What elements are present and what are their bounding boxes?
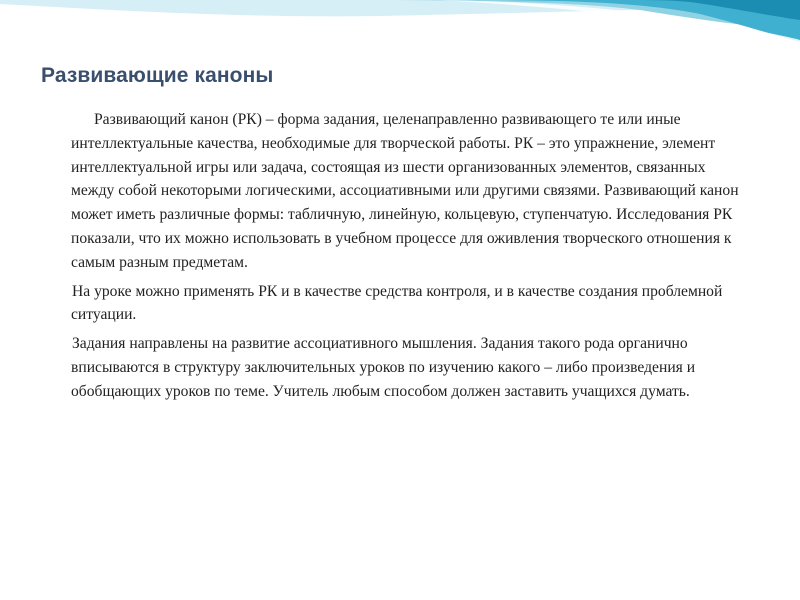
slide-body bbox=[71, 108, 743, 409]
paragraph-tasks: Задания направлены на развитие ассоциативного мышления. Задания такого рода органично вписываются в структуру заключительных уроков по изучению какого – либо произведения и обобщающих уроков по теме. Учитель любым способом должен заставить учащихся думать. bbox=[71, 335, 696, 400]
slide-title: Развивающие каноны bbox=[41, 64, 274, 87]
paragraph-definition: Развивающий канон (РК) – форма задания, целенаправленно развивающего те или иные интеллектуальные качества, необходимые для творческой работы. РК – это упражнение, элемент интеллектуальной игры или задача, состоящая из шести организованных элементов, связанных между собой некоторыми логическими, ассоциативными или другими связями. Развивающий канон может иметь различные формы: табличную, линейную, кольцевую, ступенчатую. Исследования РК показали, что их можно использовать в учебном процессе для оживления творческого отношения к самым разным предметам. bbox=[71, 111, 739, 271]
paragraph-usage: На уроке можно применять РК и в качестве средства контроля, и в качестве создания проблемной ситуации. bbox=[71, 282, 723, 324]
